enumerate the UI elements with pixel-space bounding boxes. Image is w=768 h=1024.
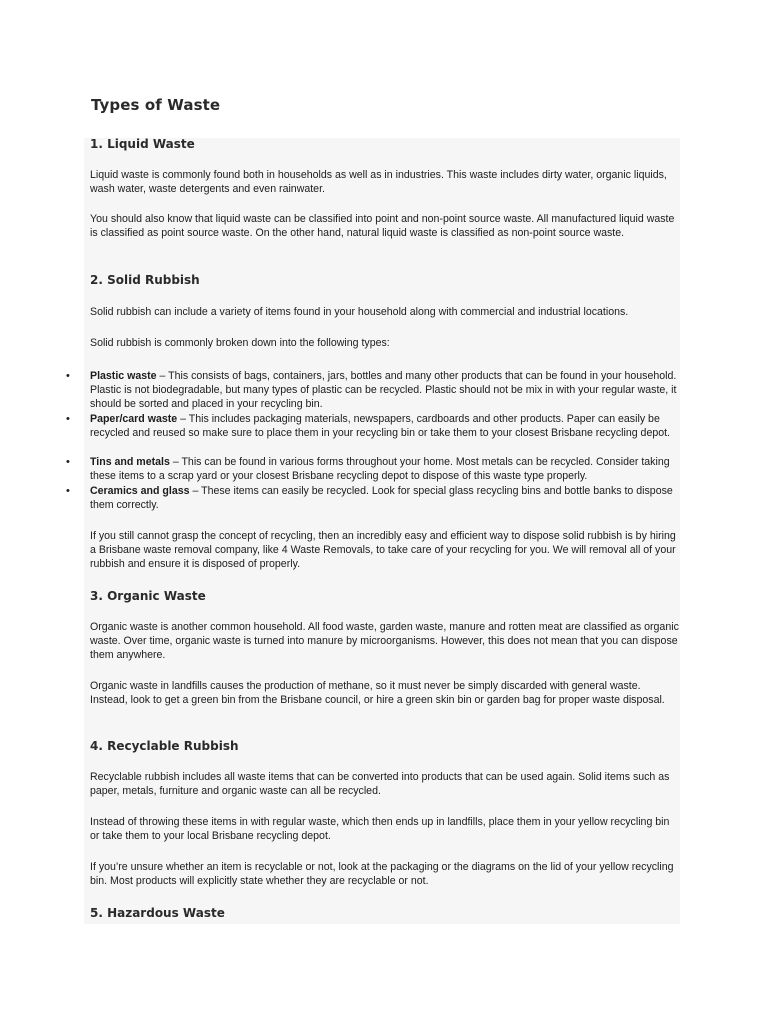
list-item-paper-card-waste bbox=[90, 413, 682, 441]
list-item-plastic-waste bbox=[90, 370, 682, 411]
list-item-text: – This includes packaging materials, newspapers, cardboards and other products. Paper can easily be recycled and reused so make sure to place them in your recycling bin or take them to your closest Brisbane recycling depot. bbox=[90, 413, 671, 439]
paragraph: Liquid waste is commonly found both in households as well as in industries. This waste includes dirty water, organic liquids, wash water, waste detergents and even rainwater. bbox=[90, 169, 667, 195]
bullet: • bbox=[66, 485, 70, 497]
bullet: • bbox=[66, 370, 70, 382]
paragraph: Organic waste is another common household. All food waste, garden waste, manure and rotten meat are classified as organic waste. Over time, organic waste is turned into manure by microorganisms. However, this does not mean that you can dispose them anywhere. bbox=[90, 621, 679, 661]
list-item-term: Plastic waste bbox=[90, 370, 157, 382]
list-item-text: – This can be found in various forms throughout your home. Most metals can be recycled. Consider taking these items to a scrap yard or your closest Brisbane recycling depot to dispose of this waste type properly. bbox=[90, 456, 670, 482]
list-item-text: – This consists of bags, containers, jars, bottles and many other products that can be found in your household. Plastic is not biodegradable, but many types of plastic can be recycled. Plastic should not be mix in with your regular waste, it should be sorted and placed in your recycling bin. bbox=[90, 370, 677, 410]
paragraph: Instead of throwing these items in with regular waste, which then ends up in landfills, place them in your yellow recycling bin or take them to your local Brisbane recycling depot. bbox=[90, 816, 670, 842]
paragraph: Organic waste in landfills causes the production of methane, so it must never be simply discarded with general waste. Instead, look to get a green bin from the Brisbane council, or hire a green skin bin or garden bag for proper waste disposal. bbox=[90, 680, 665, 706]
paragraph: If you’re unsure whether an item is recyclable or not, look at the packaging or the diagrams on the lid of your yellow recycling bin. Most products will explicitly state whether they are recyclable or not. bbox=[90, 861, 674, 887]
heading-liquid-waste: 1. Liquid Waste bbox=[90, 137, 195, 151]
heading-recyclable-rubbish: 4. Recyclable Rubbish bbox=[90, 739, 239, 753]
heading-solid-rubbish: 2. Solid Rubbish bbox=[90, 273, 200, 287]
document-title: Types of Waste bbox=[91, 96, 221, 114]
paragraph: You should also know that liquid waste can be classified into point and non-point source waste. All manufactured liquid waste is classified as point source waste. On the other hand, natural liquid waste is classified as non-point source waste. bbox=[90, 213, 675, 239]
heading-organic-waste: 3. Organic Waste bbox=[90, 589, 206, 603]
list-item-text: – These items can easily be recycled. Look for special glass recycling bins and bottle banks to dispose them correctly. bbox=[90, 485, 673, 511]
list-item-ceramics-and-glass bbox=[90, 485, 682, 513]
paragraph: If you still cannot grasp the concept of recycling, then an incredibly easy and efficient way to dispose solid rubbish is by hiring a Brisbane waste removal company, like 4 Waste Removals, to take care of your recycling for you. We will removal all of your rubbish and ensure it is disposed of properly. bbox=[90, 530, 676, 570]
list-item-term: Tins and metals bbox=[90, 456, 170, 468]
bullet: • bbox=[66, 456, 70, 468]
paragraph: Recyclable rubbish includes all waste items that can be converted into products that can be used again. Solid items such as paper, metals, furniture and organic waste can all be recycled. bbox=[90, 771, 670, 797]
paragraph: Solid rubbish can include a variety of items found in your household along with commercial and industrial locations. bbox=[90, 306, 629, 318]
list-item-tins-and-metals bbox=[90, 456, 682, 484]
paragraph: Solid rubbish is commonly broken down into the following types: bbox=[90, 337, 390, 349]
heading-hazardous-waste: 5. Hazardous Waste bbox=[90, 906, 225, 920]
list-item-term: Paper/card waste bbox=[90, 413, 178, 425]
bullet: • bbox=[66, 413, 70, 425]
list-item-term: Ceramics and glass bbox=[90, 485, 190, 497]
